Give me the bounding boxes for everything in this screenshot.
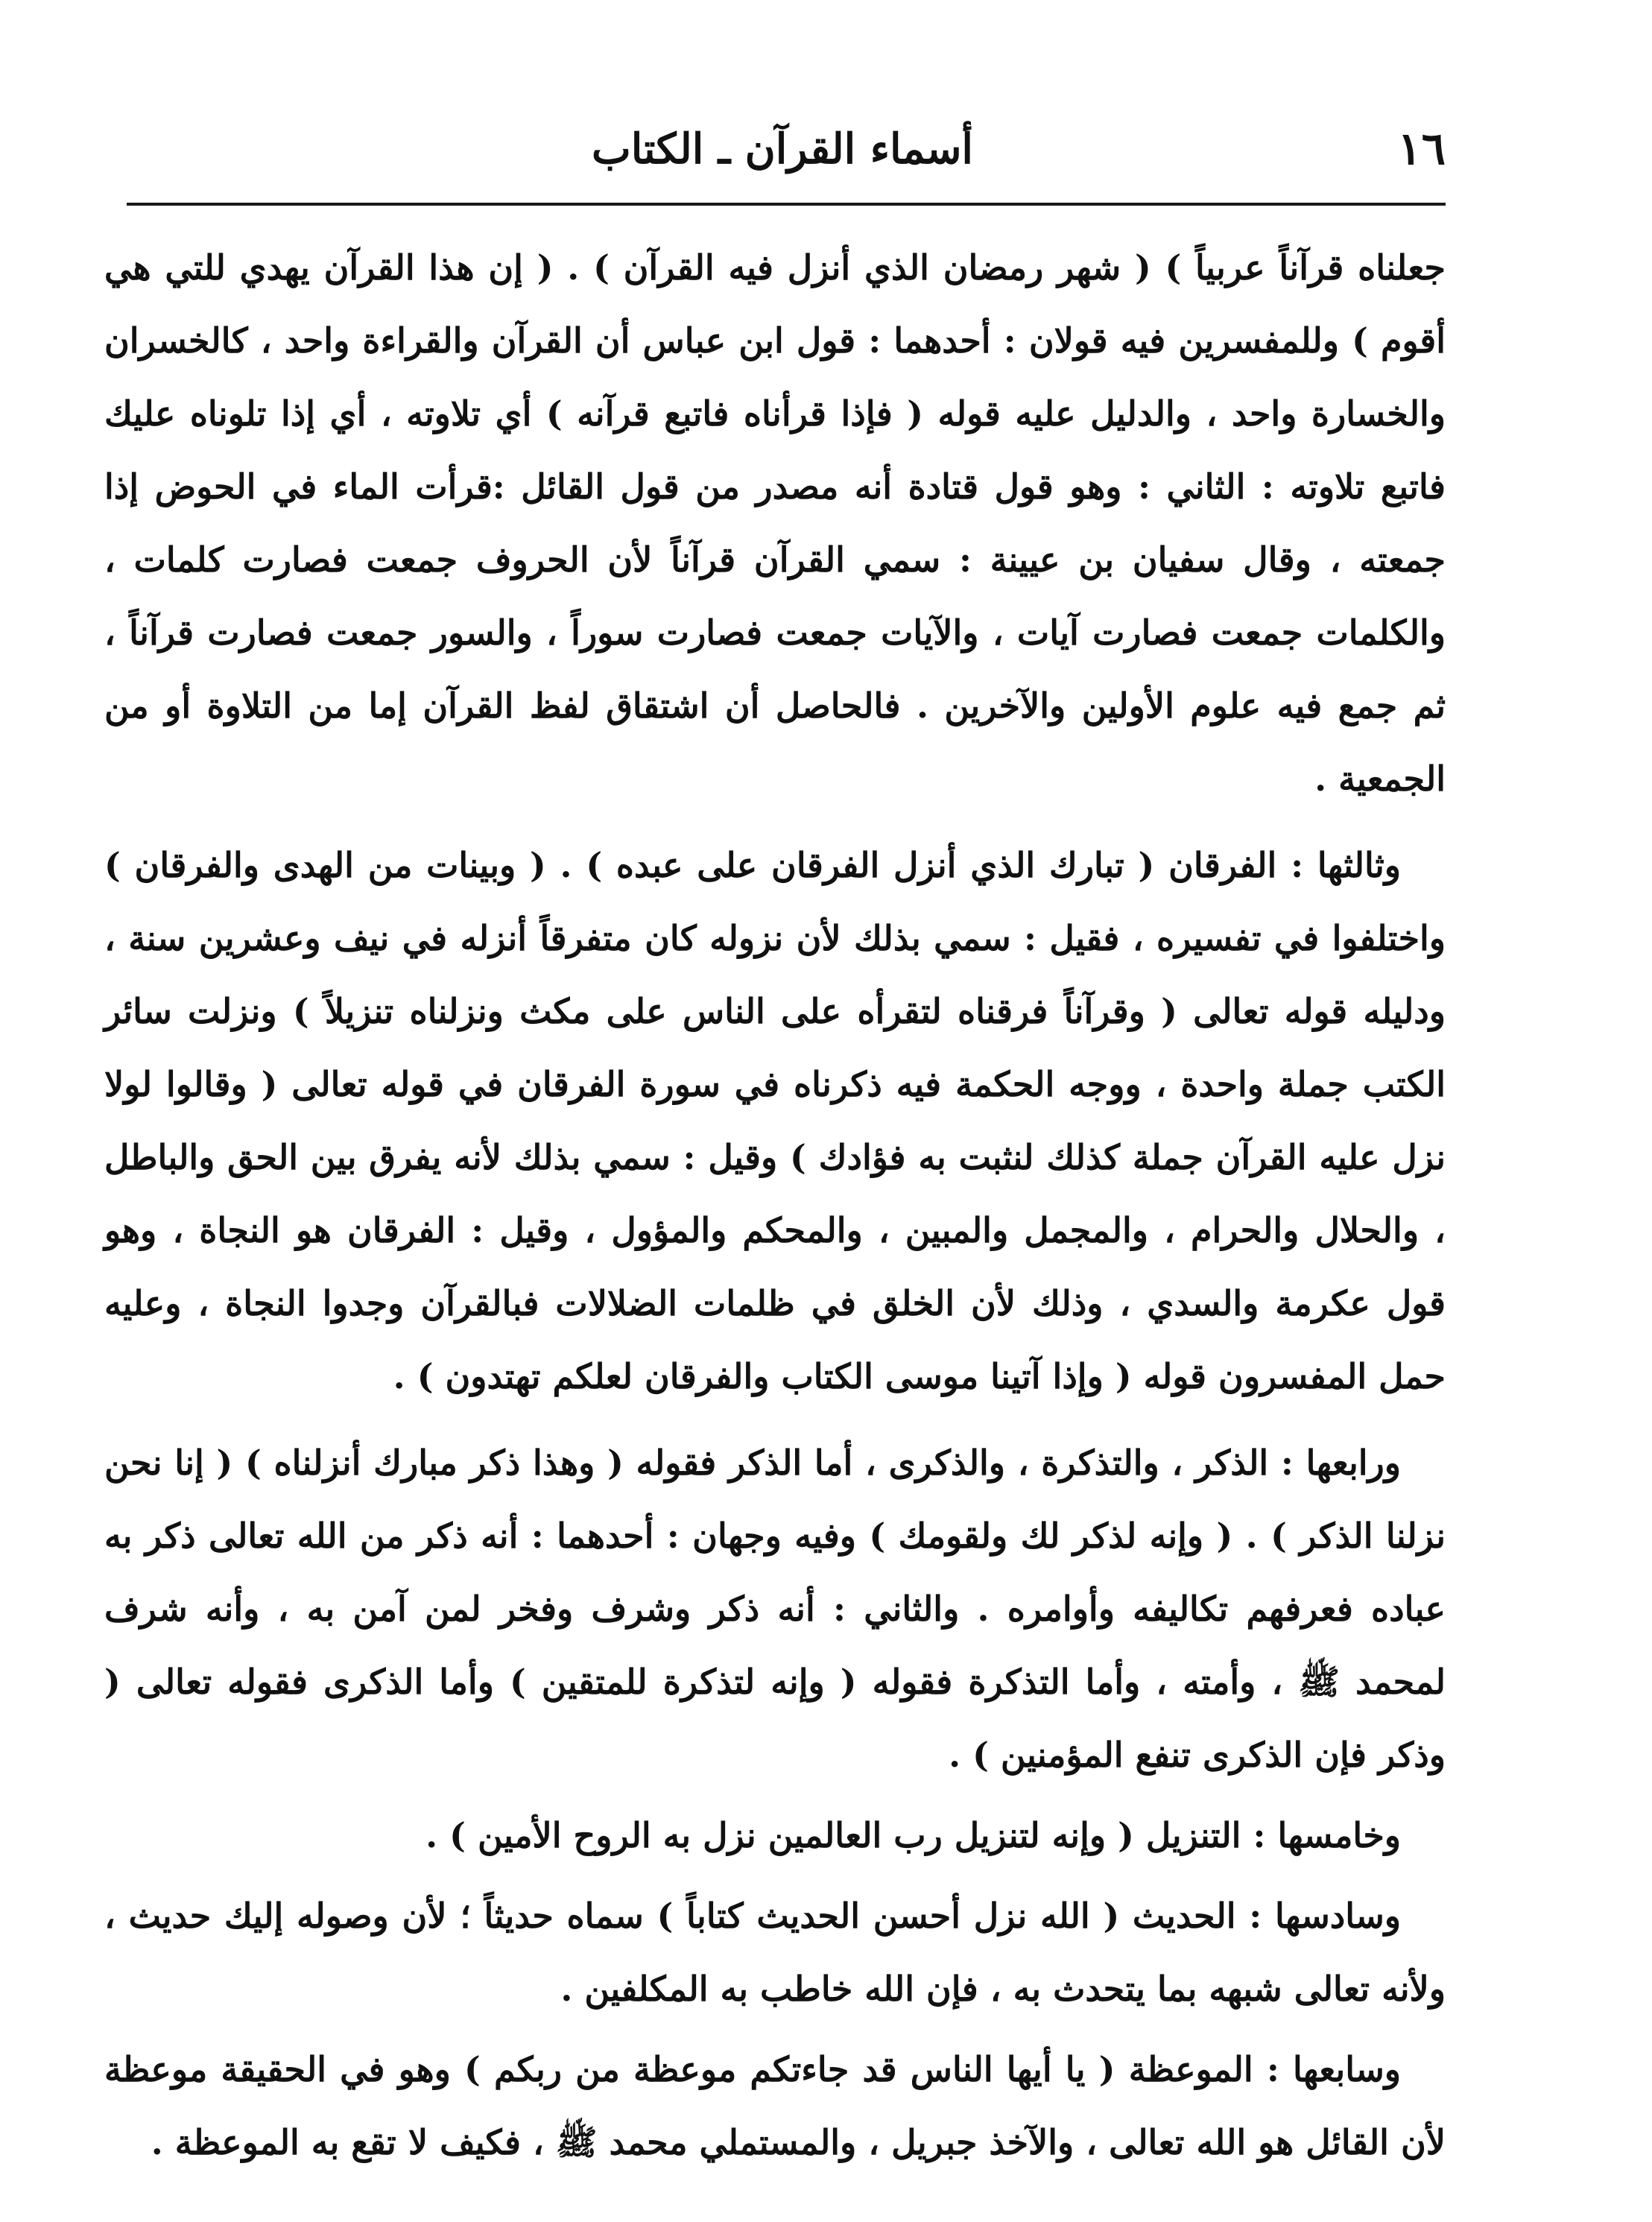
paragraph-quran-name: جعلناه قرآناً عربياً ) ( شهر رمضان الذي أنزل فيه القرآن ) . ( إن هذا القرآن يهدي للتي هي أقوم ) وللمفسرين فيه قولان : أحدهما : قول ابن عباس أن القرآن والقراءة واحد ، كالخسران والخسارة واحد ، والدليل عليه قوله ( فإذا قرأناه فاتبع قرآنه ) أي تلاوته ، أي إذا تلوناه عليك فاتبع تلاوته : الثاني : وهو قول قتادة أنه مصدر من قول القائل :قرأت الماء في الحوض إذا جمعته ، وقال سفيان بن عيينة : سمي القرآن قرآناً لأن الحروف جمعت فصارت كلمات ، والكلمات جمعت فصارت آيات ، والآيات جمعت فصارت سوراً ، والسور جمعت فصارت قرآناً ، ثم جمع فيه علوم الأولين والآخرين . فالحاصل أن اشتقاق لفظ القرآن إما من التلاوة أو من الجمعية . bbox=[104, 247, 1446, 799]
paragraph-fourth-name-dhikr: ورابعها : الذكر ، والتذكرة ، والذكرى ، أما الذكر فقوله ( وهذا ذكر مبارك أنزلناه ) ( إنا نحن نزلنا الذكر ) . ( وإنه لذكر لك ولقومك ) وفيه وجهان : أحدهما : أنه ذكر من الله تعالى ذكر به عباده فعرفهم تكاليفه وأوامره . والثاني : أنه ذكر وشرف وفخر لمن آمن به ، وأنه شرف لمحمد ﷺ ، وأمته ، وأما التذكرة فقوله ( وإنه لتذكرة للمتقين ) وأما الذكرى فقوله تعالى ( وذكر فإن الذكرى تنفع المؤمنين ) . bbox=[104, 1443, 1446, 1775]
paragraph-fifth-name-tanzil: وخامسها : التنزيل ( وإنه لتنزيل رب العالمين نزل به الروح الأمين ) . bbox=[425, 1815, 1401, 1855]
running-title: أسماء القرآن ـ الكتاب bbox=[592, 124, 973, 174]
paragraph-third-name-furqan: وثالثها : الفرقان ( تبارك الذي أنزل الفرقان على عبده ) . ( وبينات من الهدى والفرقان ) واختلفوا في تفسيره ، فقيل : سمي بذلك لأن نزوله كان متفرقاً أنزله في نيف وعشرين سنة ، ودليله قوله تعالى ( وقرآناً فرقناه لتقرأه على الناس على مكث ونزلناه تنزيلاً ) ونزلت سائر الكتب جملة واحدة ، ووجه الحكمة فيه ذكرناه في سورة الفرقان في قوله تعالى ( وقالوا لولا نزل عليه القرآن جملة كذلك لنثبت به فؤادك ) وقيل : سمي بذلك لأنه يفرق بين الحق والباطل ، والحلال والحرام ، والمجمل والمبين ، والمحكم والمؤول ، وقيل : الفرقان هو النجاة ، وهو قول عكرمة والسدي ، وذلك لأن الخلق في ظلمات الضلالات فبالقرآن وجدوا النجاة ، وعليه حمل المفسرون قوله ( وإذا آتينا موسى الكتاب والفرقان لعلكم تهتدون ) . bbox=[104, 845, 1446, 1396]
paragraph-sixth-name-hadith: وسادسها : الحديث ( الله نزل أحسن الحديث كتاباً ) سماه حديثاً ؛ لأن وصوله إليك حديث ، ولأنه تعالى شبهه بما يتحدث به ، فإن الله خاطب به المكلفين . bbox=[104, 1896, 1446, 2009]
paragraph-seventh-name-mawiza: وسابعها : الموعظة ( يا أيها الناس قد جاءتكم موعظة من ربكم ) وهو في الحقيقة موعظة لأن القائل هو الله تعالى ، والآخذ جبريل ، والمستملي محمد ﷺ ، فكيف لا تقع به الموعظة . bbox=[104, 2049, 1446, 2162]
page-number: ١٦ bbox=[1397, 123, 1446, 175]
header-rule bbox=[127, 203, 1446, 206]
body-text bbox=[104, 231, 1446, 2186]
page-header bbox=[119, 112, 1446, 201]
